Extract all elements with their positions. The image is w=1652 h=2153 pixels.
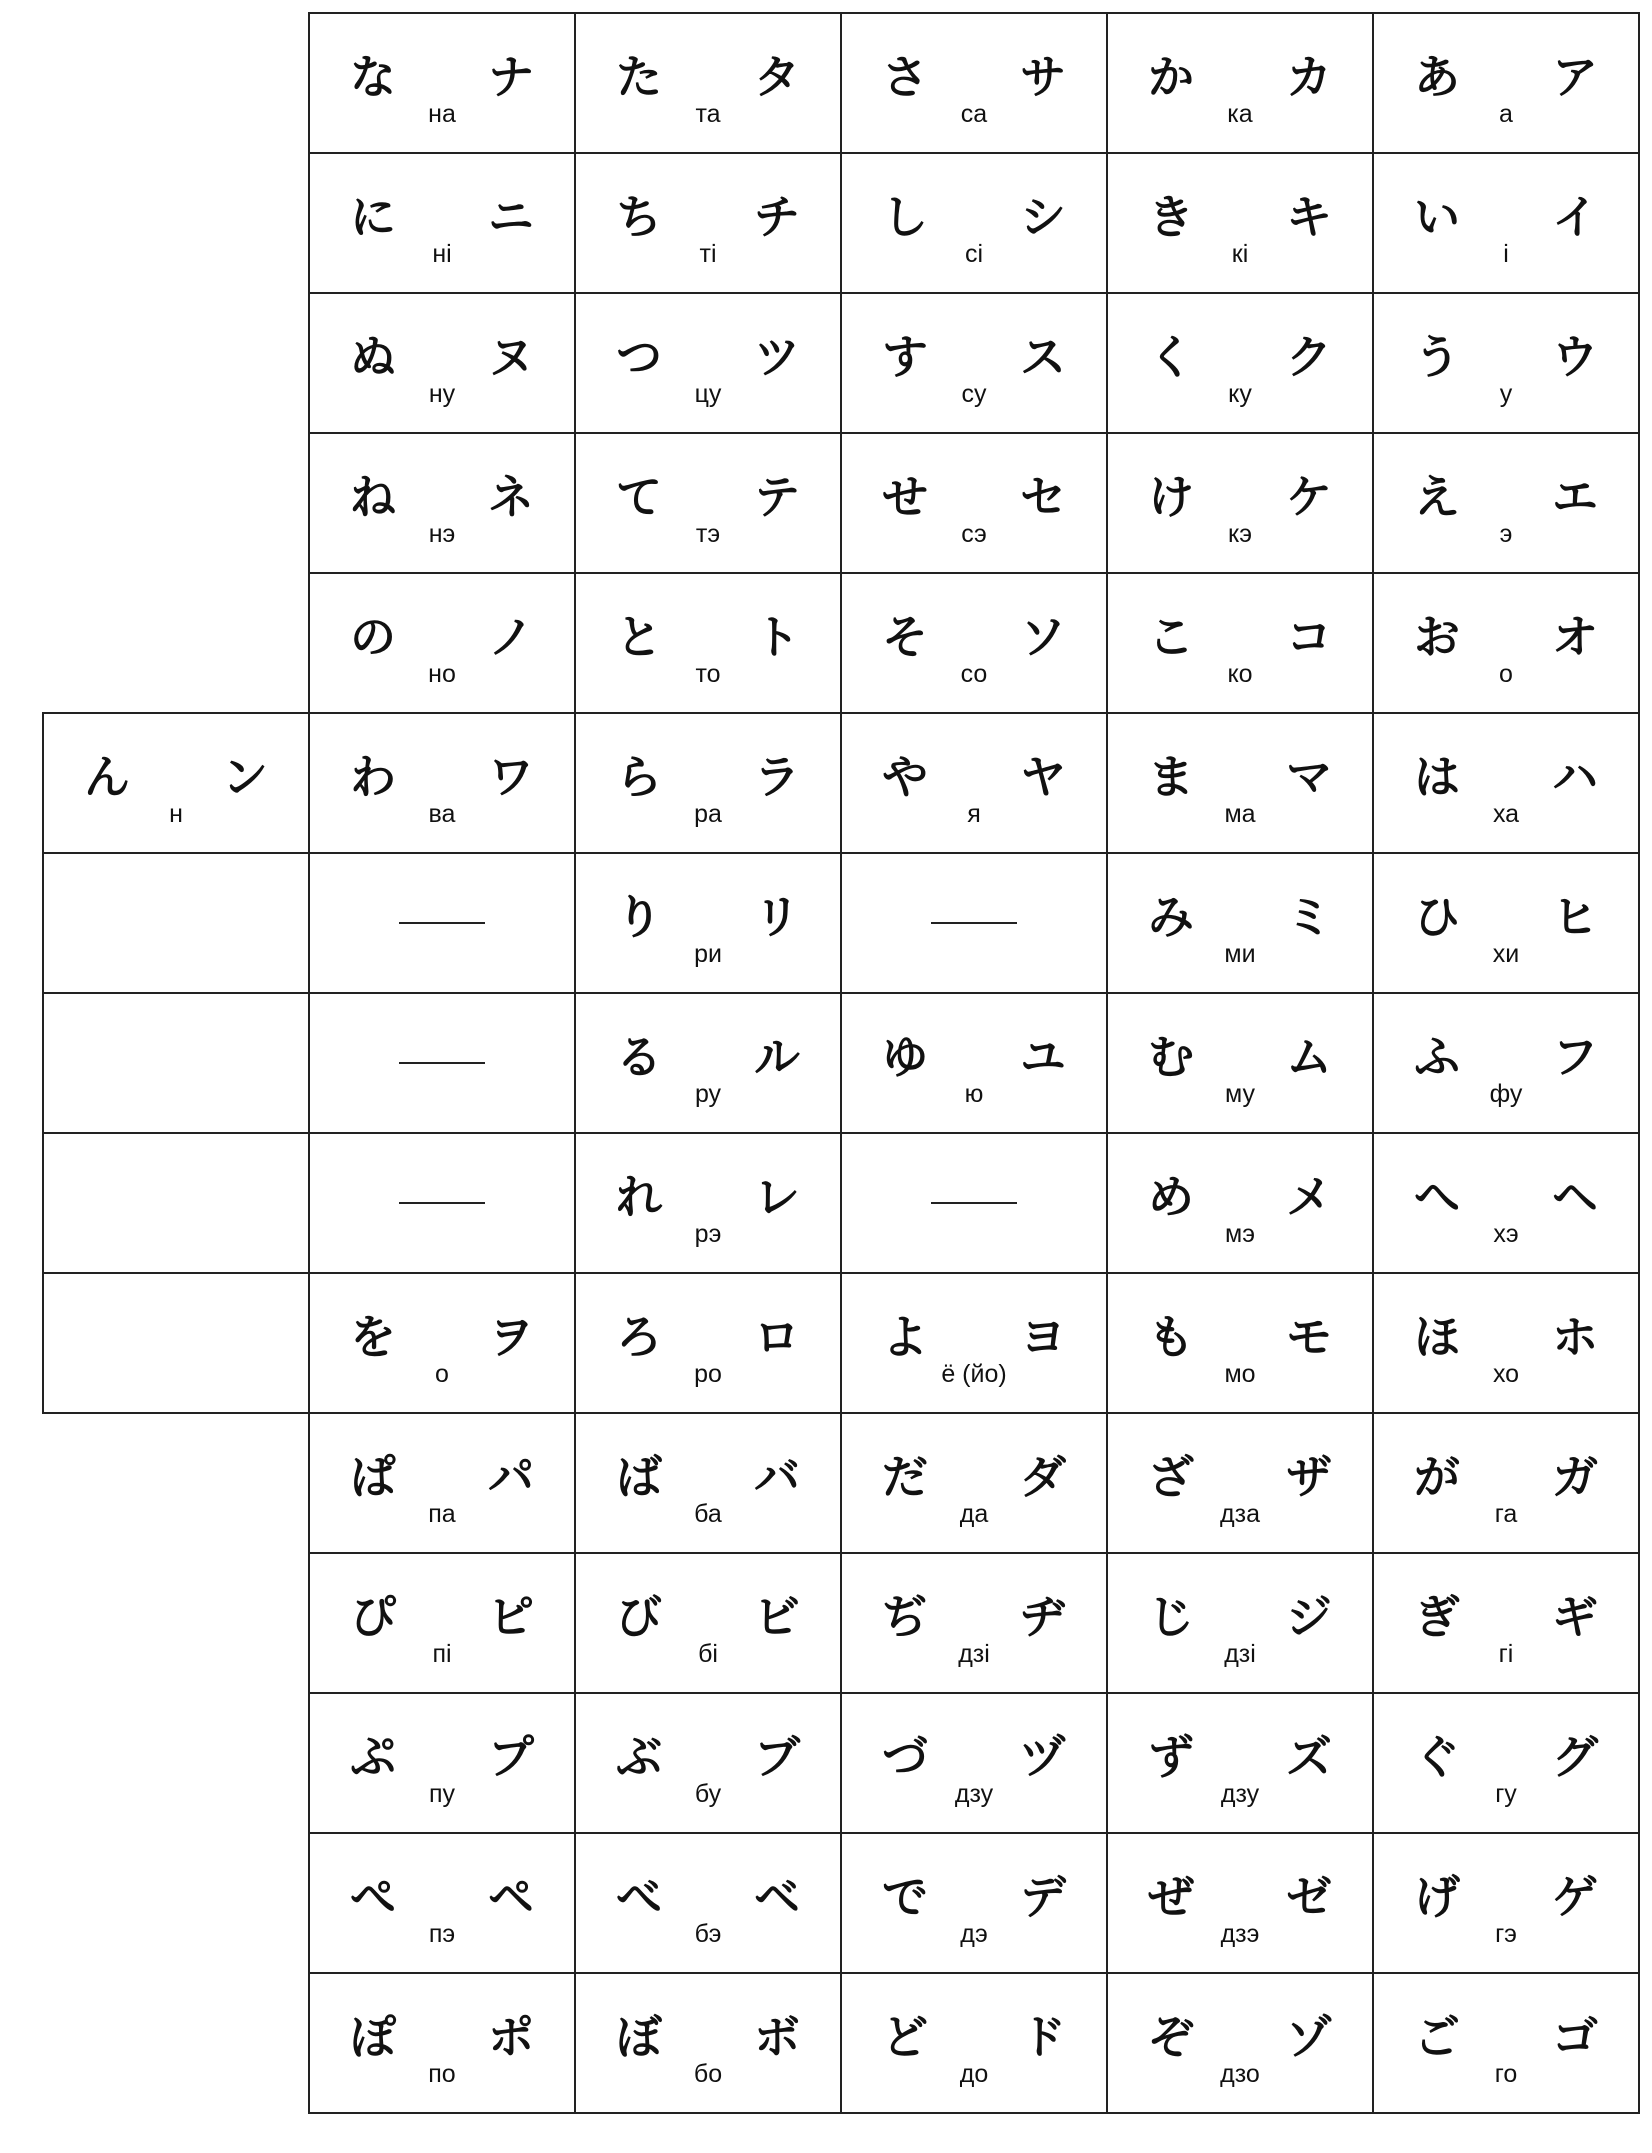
katakana-char: ホ (1552, 1310, 1598, 1364)
kana-cell (574, 1832, 842, 1974)
hiragana-char: ろ (616, 1310, 662, 1364)
reading-label: дзо (1220, 2060, 1260, 2088)
reading-label: ва (428, 800, 456, 828)
hiragana-char: ゆ (882, 1030, 928, 1084)
reading-label: па (428, 1500, 456, 1528)
hiragana-char: う (1414, 330, 1460, 384)
kana-cell (1106, 292, 1374, 434)
katakana-char: プ (488, 1730, 534, 1784)
kana-cell (1106, 1412, 1374, 1554)
kana-cell (840, 572, 1108, 714)
kana-cell (840, 1972, 1108, 2114)
hiragana-char: れ (616, 1170, 662, 1224)
reading-label: дзі (1224, 1640, 1256, 1668)
katakana-char: ム (1286, 1030, 1332, 1084)
katakana-char: ヲ (488, 1310, 534, 1364)
reading-label: со (960, 660, 988, 688)
kana-cell (574, 1412, 842, 1554)
hiragana-char: げ (1414, 1870, 1460, 1924)
hiragana-char: だ (882, 1450, 928, 1504)
hiragana-char: ぺ (350, 1870, 396, 1924)
hiragana-char: ぼ (616, 2010, 662, 2064)
reading-label: хо (1492, 1360, 1520, 1388)
reading-label: то (695, 660, 721, 688)
hiragana-char: ば (616, 1450, 662, 1504)
katakana-char: ン (222, 750, 268, 804)
katakana-char: ゼ (1286, 1870, 1332, 1924)
hiragana-char: ぽ (350, 2010, 396, 2064)
kana-cell (840, 12, 1108, 154)
kana-cell (1106, 1552, 1374, 1694)
reading-label: ну (428, 380, 456, 408)
reading-label: пэ (428, 1920, 456, 1948)
katakana-char: チ (754, 190, 800, 244)
katakana-char: ヂ (1020, 1590, 1066, 1644)
hiragana-char: じ (1148, 1590, 1194, 1644)
kana-cell (1106, 1272, 1374, 1414)
hiragana-char: な (350, 50, 396, 104)
katakana-char: リ (754, 890, 800, 944)
reading-label: ка (1227, 100, 1253, 128)
hiragana-char: ひ (1414, 890, 1460, 944)
hiragana-char: る (616, 1030, 662, 1084)
katakana-char: ペ (488, 1870, 534, 1924)
reading-label: сі (964, 240, 984, 268)
kana-cell (840, 292, 1108, 434)
kana-cell (1372, 1972, 1640, 2114)
kana-cell (840, 1692, 1108, 1834)
katakana-char: キ (1286, 190, 1332, 244)
reading-label: ку (1228, 380, 1252, 408)
hiragana-char: ぶ (616, 1730, 662, 1784)
kana-cell (574, 712, 842, 854)
katakana-char: ユ (1020, 1030, 1066, 1084)
reading-label: ха (1492, 800, 1520, 828)
reading-label: ні (432, 240, 452, 268)
reading-label: тэ (695, 520, 721, 548)
reading-label: мо (1224, 1360, 1256, 1388)
kana-cell (1106, 1692, 1374, 1834)
kana-cell (840, 992, 1108, 1134)
hiragana-char: す (882, 330, 928, 384)
katakana-char: ダ (1020, 1450, 1066, 1504)
katakana-char: ソ (1020, 610, 1066, 664)
hiragana-char: さ (882, 50, 928, 104)
katakana-char: レ (754, 1170, 800, 1224)
kana-cell (1106, 432, 1374, 574)
dash-mark (399, 922, 485, 924)
katakana-char: タ (754, 50, 800, 104)
kana-cell (1372, 12, 1640, 154)
hiragana-char: て (616, 470, 662, 524)
kana-cell (574, 1132, 842, 1274)
reading-label: ру (694, 1080, 722, 1108)
hiragana-char: り (616, 890, 662, 944)
hiragana-char: え (1414, 470, 1460, 524)
katakana-char: ヤ (1020, 750, 1066, 804)
katakana-char: ヌ (488, 330, 534, 384)
reading-label: по (428, 2060, 456, 2088)
hiragana-char: ほ (1414, 1310, 1460, 1364)
hiragana-char: び (616, 1590, 662, 1644)
katakana-char: ド (1020, 2010, 1066, 2064)
hiragana-char: ぎ (1414, 1590, 1460, 1644)
kana-cell (308, 292, 576, 434)
hiragana-char: も (1148, 1310, 1194, 1364)
reading-label: сэ (961, 520, 987, 548)
reading-label: ба (694, 1500, 722, 1528)
katakana-char: ヒ (1552, 890, 1598, 944)
hiragana-char: ね (350, 470, 396, 524)
reading-label: э (1499, 520, 1513, 548)
reading-label: хэ (1493, 1220, 1519, 1248)
katakana-char: コ (1286, 610, 1332, 664)
kana-cell (574, 1552, 842, 1694)
reading-label: та (695, 100, 721, 128)
kana-cell (1372, 1832, 1640, 1974)
hiragana-char: を (350, 1310, 396, 1364)
katakana-char: ブ (754, 1730, 800, 1784)
hiragana-char: つ (616, 330, 662, 384)
hiragana-char: こ (1148, 610, 1194, 664)
kana-cell (1106, 712, 1374, 854)
katakana-char: ア (1552, 50, 1598, 104)
katakana-char: ト (754, 610, 800, 664)
reading-label: дзэ (1220, 1920, 1260, 1948)
hiragana-char: く (1148, 330, 1194, 384)
katakana-char: エ (1552, 470, 1598, 524)
kana-cell (574, 1972, 842, 2114)
reading-label: бо (693, 2060, 723, 2088)
reading-label: фу (1489, 1080, 1523, 1108)
katakana-char: ツ (754, 330, 800, 384)
katakana-char: ボ (754, 2010, 800, 2064)
hiragana-char: べ (616, 1870, 662, 1924)
katakana-char: ギ (1552, 1590, 1598, 1644)
hiragana-char: の (350, 610, 396, 664)
katakana-char: ケ (1286, 470, 1332, 524)
katakana-char: ラ (754, 750, 800, 804)
hiragana-char: ぞ (1148, 2010, 1194, 2064)
hiragana-char: へ (1414, 1170, 1460, 1224)
reading-label: пу (428, 1780, 456, 1808)
dash-mark (399, 1202, 485, 1204)
reading-label: ро (694, 1360, 722, 1388)
hiragana-char: ぴ (350, 1590, 396, 1644)
katakana-char: ベ (754, 1870, 800, 1924)
kana-cell (1372, 992, 1640, 1134)
kana-cell (308, 1692, 576, 1834)
kana-cell (308, 1412, 576, 1554)
kana-cell (574, 572, 842, 714)
katakana-char: ヨ (1020, 1310, 1066, 1364)
reading-label: ё (йо) (941, 1360, 1007, 1388)
katakana-char: ポ (488, 2010, 534, 2064)
empty-cell (42, 1132, 310, 1274)
katakana-char: テ (754, 470, 800, 524)
reading-label: га (1494, 1500, 1518, 1528)
katakana-char: ナ (488, 50, 534, 104)
empty-cell (42, 1272, 310, 1414)
kana-cell (308, 1272, 576, 1414)
hiragana-char: ず (1148, 1730, 1194, 1784)
hiragana-char: ふ (1414, 1030, 1460, 1084)
kana-cell (308, 152, 576, 294)
hiragana-char: や (882, 750, 928, 804)
katakana-char: カ (1286, 50, 1332, 104)
reading-label: гу (1495, 1780, 1517, 1808)
katakana-char: ハ (1552, 750, 1598, 804)
katakana-char: ザ (1286, 1450, 1332, 1504)
katakana-char: ノ (488, 610, 534, 664)
kana-cell (1106, 152, 1374, 294)
reading-label: і (1503, 240, 1509, 268)
katakana-char: デ (1020, 1870, 1066, 1924)
kana-cell (840, 712, 1108, 854)
reading-label: дзу (954, 1780, 994, 1808)
kana-cell (840, 1272, 1108, 1414)
kana-cell (1372, 852, 1640, 994)
reading-label: мэ (1225, 1220, 1255, 1248)
kana-cell (1106, 992, 1374, 1134)
kana-cell (840, 1552, 1108, 1694)
reading-label: са (960, 100, 988, 128)
kana-cell (308, 432, 576, 574)
hiragana-char: は (1414, 750, 1460, 804)
katakana-char: バ (754, 1450, 800, 1504)
hiragana-char: せ (882, 470, 928, 524)
hiragana-char: き (1148, 190, 1194, 244)
reading-label: ті (699, 240, 717, 268)
kana-cell (574, 852, 842, 994)
hiragana-char: ぢ (882, 1590, 928, 1644)
reading-label: му (1225, 1080, 1255, 1108)
katakana-char: フ (1552, 1030, 1598, 1084)
kana-cell (840, 1832, 1108, 1974)
hiragana-char: ぐ (1414, 1730, 1460, 1784)
kana-cell (1372, 1552, 1640, 1694)
katakana-char: イ (1552, 190, 1598, 244)
reading-label: н (169, 800, 183, 828)
kana-cell (574, 1692, 842, 1834)
kana-cell (1372, 1412, 1640, 1554)
hiragana-char: よ (882, 1310, 928, 1364)
reading-label: ю (964, 1080, 984, 1108)
reading-label: дзу (1220, 1780, 1260, 1808)
katakana-char: ゲ (1552, 1870, 1598, 1924)
hiragana-char: あ (1414, 50, 1460, 104)
hiragana-char: わ (350, 750, 396, 804)
katakana-char: ピ (488, 1590, 534, 1644)
hiragana-char: ぷ (350, 1730, 396, 1784)
kana-cell (1372, 712, 1640, 854)
hiragana-char: ぜ (1148, 1870, 1194, 1924)
kana-cell (574, 292, 842, 434)
empty-cell (42, 852, 310, 994)
katakana-char: ジ (1286, 1590, 1332, 1644)
reading-label: на (428, 100, 456, 128)
katakana-char: ス (1020, 330, 1066, 384)
reading-label: ми (1224, 940, 1256, 968)
kana-cell (574, 992, 842, 1134)
reading-label: да (959, 1500, 989, 1528)
kana-cell (1372, 152, 1640, 294)
missing-kana-cell (308, 852, 576, 994)
kana-cell (1106, 12, 1374, 154)
katakana-char: ゾ (1286, 2010, 1332, 2064)
kana-cell (1106, 1132, 1374, 1274)
katakana-char: シ (1020, 190, 1066, 244)
kana-cell (1372, 292, 1640, 434)
reading-label: су (961, 380, 987, 408)
reading-label: пі (432, 1640, 452, 1668)
hiragana-char: と (616, 610, 662, 664)
hiragana-char: た (616, 50, 662, 104)
kana-cell (840, 432, 1108, 574)
reading-label: а (1499, 100, 1513, 128)
kana-cell (1372, 1692, 1640, 1834)
katakana-char: マ (1286, 750, 1332, 804)
kana-cell (1106, 1832, 1374, 1974)
hiragana-char: に (350, 190, 396, 244)
katakana-char: セ (1020, 470, 1066, 524)
reading-label: ко (1227, 660, 1253, 688)
katakana-char: ビ (754, 1590, 800, 1644)
hiragana-char: お (1414, 610, 1460, 664)
katakana-char: ズ (1286, 1730, 1332, 1784)
reading-label: до (959, 2060, 989, 2088)
katakana-char: ミ (1286, 890, 1332, 944)
hiragana-char: い (1414, 190, 1460, 244)
kana-cell (308, 1552, 576, 1694)
kana-cell (1372, 1272, 1640, 1414)
hiragana-char: む (1148, 1030, 1194, 1084)
reading-label: го (1494, 2060, 1518, 2088)
hiragana-char: か (1148, 50, 1194, 104)
katakana-char: ル (754, 1030, 800, 1084)
reading-label: хи (1492, 940, 1520, 968)
kana-cell (308, 1832, 576, 1974)
katakana-char: ロ (754, 1310, 800, 1364)
missing-kana-cell (840, 1132, 1108, 1274)
hiragana-char: け (1148, 470, 1194, 524)
reading-label: дза (1220, 1500, 1260, 1528)
reading-label: дэ (960, 1920, 988, 1948)
reading-label: бу (694, 1780, 722, 1808)
hiragana-char: ち (616, 190, 662, 244)
reading-label: ма (1224, 800, 1256, 828)
dash-mark (931, 1202, 1017, 1204)
reading-label: цу (694, 380, 722, 408)
katakana-char: ワ (488, 750, 534, 804)
katakana-char: パ (488, 1450, 534, 1504)
reading-label: гі (1498, 1640, 1514, 1668)
hiragana-char: ん (84, 750, 130, 804)
katakana-char: ゴ (1552, 2010, 1598, 2064)
katakana-char: オ (1552, 610, 1598, 664)
katakana-char: ヘ (1552, 1170, 1598, 1224)
reading-label: дзі (958, 1640, 990, 1668)
kana-cell (1372, 1132, 1640, 1274)
katakana-char: サ (1020, 50, 1066, 104)
hiragana-char: め (1148, 1170, 1194, 1224)
katakana-char: グ (1552, 1730, 1598, 1784)
hiragana-char: ま (1148, 750, 1194, 804)
reading-label: но (428, 660, 456, 688)
reading-label: бі (698, 1640, 718, 1668)
kana-cell (1106, 852, 1374, 994)
kana-cell (840, 152, 1108, 294)
katakana-char: ク (1286, 330, 1332, 384)
reading-label: бэ (694, 1920, 722, 1948)
kana-cell (574, 432, 842, 574)
kana-cell (308, 1972, 576, 2114)
reading-label: кэ (1228, 520, 1252, 548)
hiragana-char: ど (882, 2010, 928, 2064)
kana-cell (1106, 572, 1374, 714)
katakana-char: ヅ (1020, 1730, 1066, 1784)
kana-cell (42, 712, 310, 854)
hiragana-char: が (1414, 1450, 1460, 1504)
katakana-char: ニ (488, 190, 534, 244)
hiragana-char: ぬ (350, 330, 396, 384)
empty-cell (42, 992, 310, 1134)
reading-label: рэ (694, 1220, 722, 1248)
hiragana-char: づ (882, 1730, 928, 1784)
reading-label: о (1499, 660, 1513, 688)
kana-cell (308, 712, 576, 854)
reading-label: ри (694, 940, 722, 968)
katakana-char: ウ (1552, 330, 1598, 384)
kana-cell (308, 572, 576, 714)
hiragana-char: で (882, 1870, 928, 1924)
reading-label: о (435, 1360, 449, 1388)
kana-cell (1372, 432, 1640, 574)
kana-cell (574, 1272, 842, 1414)
missing-kana-cell (308, 1132, 576, 1274)
katakana-char: モ (1286, 1310, 1332, 1364)
hiragana-char: み (1148, 890, 1194, 944)
kana-cell (840, 1412, 1108, 1554)
missing-kana-cell (308, 992, 576, 1134)
hiragana-char: そ (882, 610, 928, 664)
katakana-char: ガ (1552, 1450, 1598, 1504)
katakana-char: メ (1286, 1170, 1332, 1224)
kana-cell (1106, 1972, 1374, 2114)
reading-label: кі (1231, 240, 1249, 268)
dash-mark (931, 922, 1017, 924)
katakana-char: ネ (488, 470, 534, 524)
kana-cell (1372, 572, 1640, 714)
hiragana-char: ら (616, 750, 662, 804)
kana-cell (308, 12, 576, 154)
reading-label: ра (694, 800, 722, 828)
missing-kana-cell (840, 852, 1108, 994)
dash-mark (399, 1062, 485, 1064)
kana-cell (574, 12, 842, 154)
reading-label: у (1499, 380, 1513, 408)
reading-label: я (967, 800, 981, 828)
reading-label: гэ (1495, 1920, 1517, 1948)
hiragana-char: し (882, 190, 928, 244)
hiragana-char: ざ (1148, 1450, 1194, 1504)
kana-cell (574, 152, 842, 294)
hiragana-char: ご (1414, 2010, 1460, 2064)
reading-label: нэ (428, 520, 456, 548)
hiragana-char: ぱ (350, 1450, 396, 1504)
